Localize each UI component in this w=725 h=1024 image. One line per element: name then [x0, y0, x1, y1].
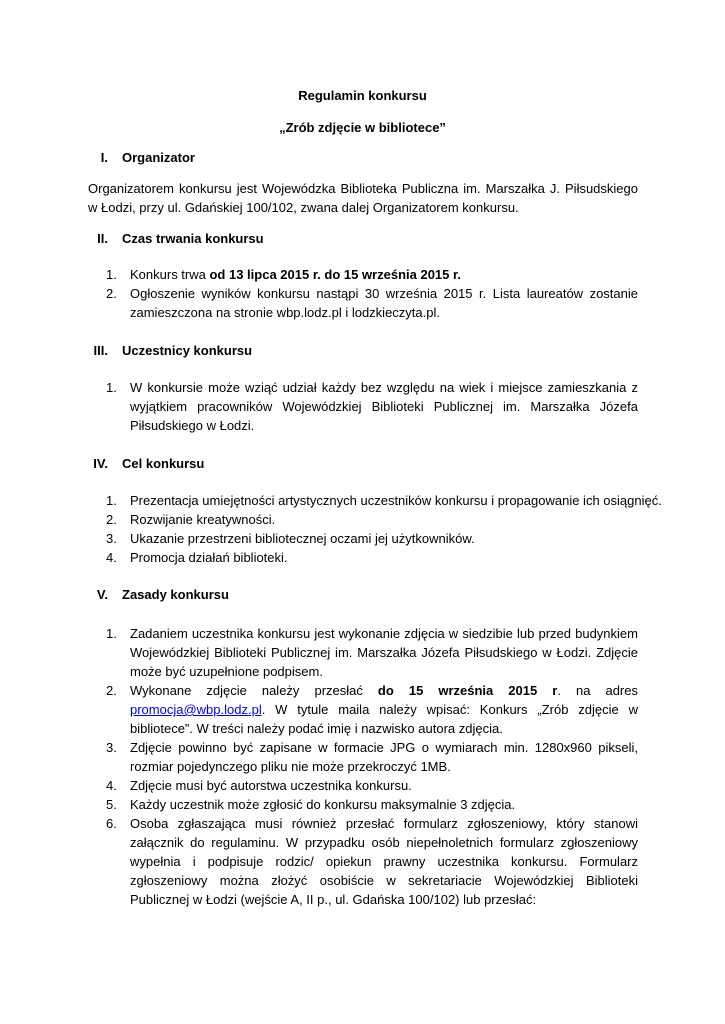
list-number: 1. — [106, 267, 117, 282]
list-item — [106, 265, 638, 284]
section-number: IV. — [93, 456, 108, 471]
list-number: 1. — [106, 626, 117, 641]
organizer-paragraph: Organizatorem konkursu jest Wojewódzka Biblioteka Publiczna im. Marszałka J. Piłsudskiego w Łodzi, przy ul. Gdańskiej 100/102, zwana dalej Organizatorem konkursu. — [88, 181, 638, 215]
rule-text: Wykonane zdjęcie należy przesłać — [130, 683, 378, 698]
section-number: III. — [93, 343, 108, 358]
list-item — [106, 510, 638, 529]
section-number: V. — [96, 587, 108, 602]
rule-text: Każdy uczestnik może zgłosić do konkursu maksymalnie 3 zdjęcia. — [130, 797, 516, 812]
list-number: 5. — [106, 797, 117, 812]
goal-text: Rozwijanie kreatywności. — [130, 512, 276, 527]
list-item — [106, 378, 638, 435]
list-item — [106, 548, 638, 567]
section-label: Cel konkursu — [122, 456, 205, 471]
list-number: 6. — [106, 816, 117, 831]
list-number: 2. — [106, 512, 117, 527]
list-item — [106, 491, 662, 510]
rule-text: . na adres — [557, 683, 638, 698]
section-label: Uczestnicy konkursu — [122, 343, 253, 358]
list-number: 1. — [106, 493, 117, 508]
list-number: 1. — [106, 380, 117, 395]
document-title: Regulamin konkursu — [298, 88, 427, 103]
list-number: 2. — [106, 286, 117, 301]
list-number: 3. — [106, 740, 117, 755]
participants-text: W konkursie może wziąć udział każdy bez względu na wiek i miejsce zamieszkania z wyjątkiem pracowników Wojewódzkiej Biblioteki Publicznej im. Marszałka Józefa Piłsudskiego w Łodzi. — [130, 380, 638, 433]
list-number: 4. — [106, 778, 117, 793]
list-number: 3. — [106, 531, 117, 546]
list-item — [106, 284, 638, 322]
duration-text: Konkurs trwa — [130, 267, 210, 282]
section-label: Czas trwania konkursu — [122, 231, 264, 246]
section-label: Zasady konkursu — [122, 587, 229, 602]
list-number: 4. — [106, 550, 117, 565]
list-item — [106, 624, 638, 681]
list-item — [106, 738, 638, 776]
list-item — [106, 529, 638, 548]
section-number: II. — [97, 231, 108, 246]
rule-text: Zdjęcie musi być autorstwa uczestnika konkursu. — [130, 778, 412, 793]
goal-text: Prezentacja umiejętności artystycznych uczestników konkursu i propagowanie ich osiągnięć. — [130, 493, 662, 508]
list-item — [106, 681, 638, 738]
results-announcement: Ogłoszenie wyników konkursu nastąpi 30 września 2015 r. Lista laureatów zostanie zamieszczona na stronie wbp.lodz.pl i lodzkieczyta.pl. — [130, 286, 638, 320]
email-link[interactable]: promocja@wbp.lodz.pl — [130, 702, 262, 717]
document-subtitle: „Zrób zdjęcie w bibliotece” — [279, 120, 446, 135]
rule-text: Osoba zgłaszająca musi również przesłać formularz zgłoszeniowy, który stanowi załącznik do regulaminu. W przypadku osób niepełnoletnich formularz zgłoszeniowy wypełnia i podpisuje rodzic/ opiekun prawny uczestnika konkursu. Formularz zgłoszeniowy można złożyć osobiście w sekretariacie Wojewódzkiej Biblioteki Publicznej w Łodzi (wejście A, II p., ul. Gdańska 100/102) lub przesłać: — [130, 816, 638, 907]
section-label: Organizator — [122, 150, 195, 165]
rule-text: Zadaniem uczestnika konkursu jest wykonanie zdjęcia w siedzibie lub przed budynkiem Wojewódzkiej Biblioteki Publicznej im. Marszałka Józefa Piłsudskiego w Łodzi. Zdjęcie może być uzupełnione podpisem. — [130, 626, 638, 679]
list-item — [106, 814, 638, 909]
list-number: 2. — [106, 683, 117, 698]
goal-text: Promocja działań biblioteki. — [130, 550, 288, 565]
list-item — [106, 795, 638, 814]
rule-text: . W tytule maila należy wpisać: Konkurs „Zrób zdjęcie w bibliotece”. W treści należy podać imię i nazwisko autora zdjęcia. — [130, 702, 638, 736]
duration-dates: od 13 lipca 2015 r. do 15 września 2015 r. — [209, 267, 461, 282]
section-number: I. — [100, 150, 108, 165]
goal-text: Ukazanie przestrzeni bibliotecznej oczami jej użytkowników. — [130, 531, 475, 546]
deadline-date: do 15 września 2015 r — [377, 683, 558, 698]
rule-text: Zdjęcie powinno być zapisane w formacie JPG o wymiarach min. 1280x960 pikseli, rozmiar pojedynczego pliku nie może przekroczyć 1MB. — [130, 740, 638, 774]
list-item — [106, 776, 638, 795]
